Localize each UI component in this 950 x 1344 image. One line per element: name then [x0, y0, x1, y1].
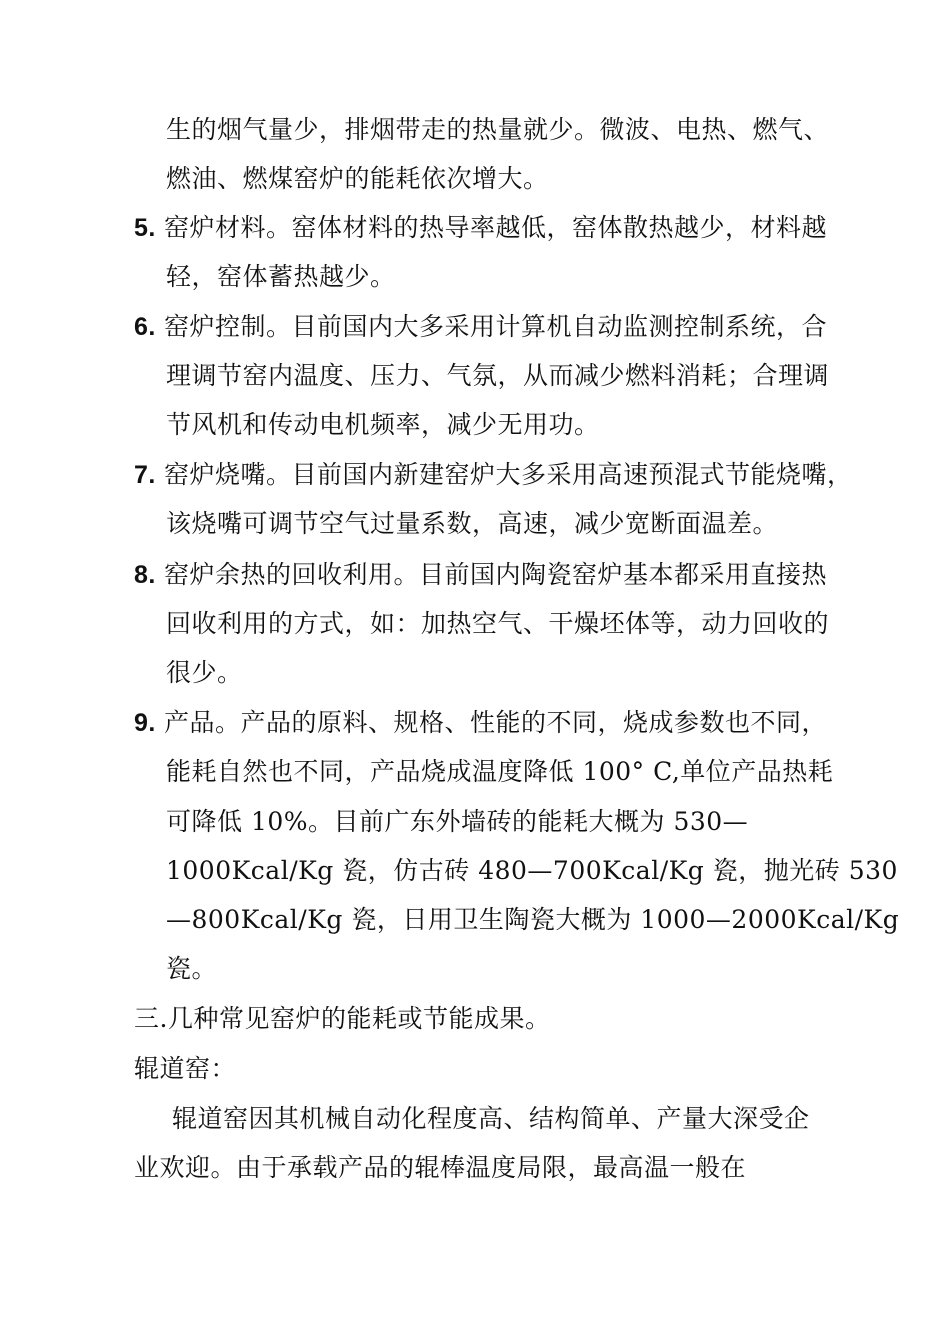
- text-line: [166, 904, 899, 936]
- text-line: [166, 114, 829, 146]
- line-text: 可降低 10%。目前广东外墙砖的能耗大概为 530—: [166, 807, 749, 836]
- line-text: 节风机和传动电机频率，减少无用功。: [166, 410, 600, 439]
- line-text: 燃油、燃煤窑炉的能耗依次增大。: [166, 164, 549, 193]
- line-text: 窑炉控制。目前国内大多采用计算机自动监测控制系统，合: [164, 312, 828, 341]
- line-text: 窑炉烧嘴。目前国内新建窑炉大多采用高速预混式节能烧嘴，: [164, 460, 853, 489]
- list-number: 6.: [134, 313, 156, 341]
- subsection-heading: [134, 1053, 236, 1085]
- list-item: [134, 459, 853, 491]
- paragraph-line: [134, 1152, 746, 1184]
- line-text: —800Kcal/Kg 瓷，日用卫生陶瓷大概为 1000—2000Kcal/Kg: [166, 905, 900, 934]
- text-line: [166, 261, 396, 293]
- text-line: [166, 163, 549, 195]
- list-number: 9.: [134, 709, 156, 737]
- line-text: 轻，窑体蓄热越少。: [166, 262, 396, 291]
- line-text: 生的烟气量少，排烟带走的热量就少。微波、电热、燃气、: [166, 115, 830, 144]
- text-line: [166, 409, 600, 441]
- line-text: 瓷。: [166, 954, 218, 983]
- line-text: 很少。: [166, 658, 243, 687]
- text-line: [166, 756, 833, 788]
- text-line: [166, 657, 243, 689]
- line-text: 窑炉材料。窑体材料的热导率越低，窑体散热越少，材料越: [164, 213, 828, 242]
- line-text: 窑炉余热的回收利用。目前国内陶瓷窑炉基本都采用直接热: [164, 560, 828, 589]
- list-item: [134, 559, 827, 591]
- text-line: [166, 360, 829, 392]
- line-text: 辊道窑因其机械自动化程度高、结构简单、产量大深受企: [172, 1104, 810, 1133]
- line-text: 产品。产品的原料、规格、性能的不同，烧成参数也不同，: [164, 708, 828, 737]
- text-line: [166, 508, 778, 540]
- text-line: [166, 806, 748, 838]
- list-item: [134, 707, 827, 739]
- list-item: [134, 212, 827, 244]
- line-text: 辊道窑：: [134, 1054, 237, 1083]
- list-number: 7.: [134, 461, 156, 489]
- line-text: 回收利用的方式，如：加热空气、干燥坯体等，动力回收的: [166, 609, 830, 638]
- list-number: 5.: [134, 214, 156, 242]
- section-heading: [134, 1003, 550, 1035]
- line-text: 三.几种常见窑炉的能耗或节能成果。: [134, 1004, 551, 1033]
- line-text: 该烧嘴可调节空气过量系数，高速，减少宽断面温差。: [166, 509, 779, 538]
- text-line: [166, 608, 829, 640]
- line-text: 1000Kcal/Kg 瓷，仿古砖 480—700Kcal/Kg 瓷，抛光砖 530: [166, 856, 898, 885]
- line-text: 能耗自然也不同，产品烧成温度降低 100° C,单位产品热耗: [166, 757, 834, 786]
- list-item: [134, 311, 827, 343]
- list-number: 8.: [134, 561, 156, 589]
- paragraph-line: [172, 1103, 810, 1135]
- line-text: 理调节窑内温度、压力、气氛，从而减少燃料消耗；合理调: [166, 361, 830, 390]
- text-line: [166, 855, 898, 887]
- text-line: [166, 953, 217, 985]
- line-text: 业欢迎。由于承载产品的辊棒温度局限，最高温一般在: [134, 1153, 747, 1182]
